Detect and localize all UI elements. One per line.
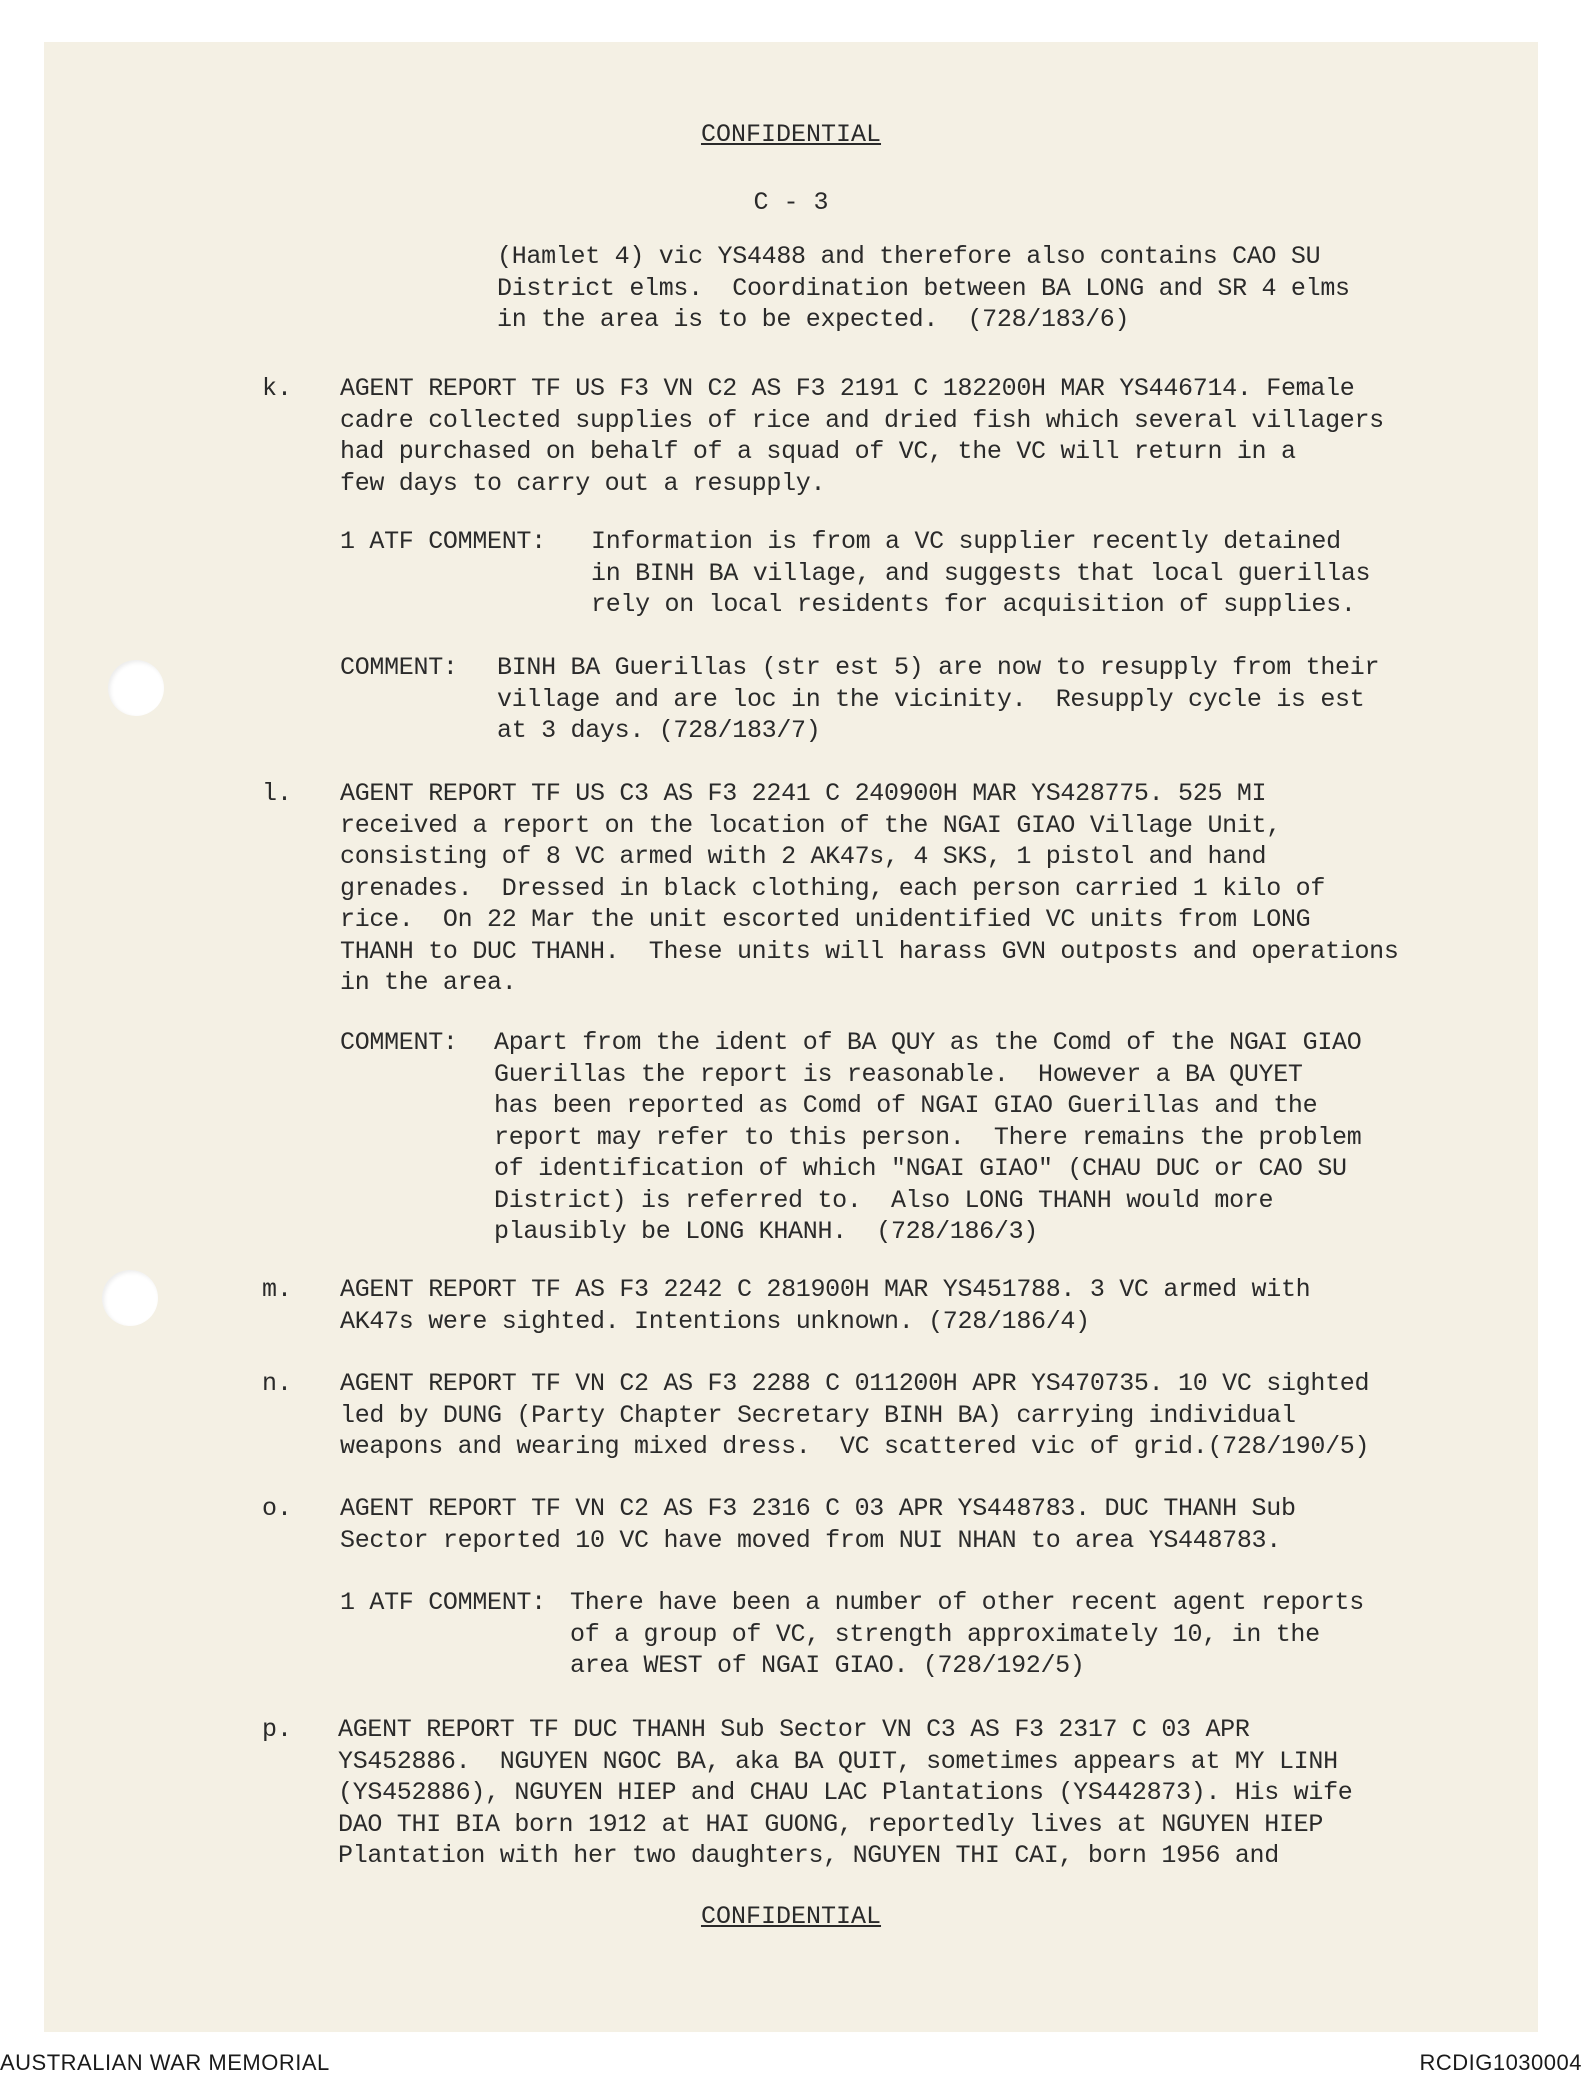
item-k-comment-label: COMMENT: (340, 653, 458, 682)
item-l-report-line: received a report on the location of the NGAI GIAO Village Unit, (340, 810, 1281, 840)
item-l-comment-line: Apart from the ident of BA QUY as the Comd of the NGAI GIAO (494, 1028, 1362, 1057)
footer-classification: CONFIDENTIAL (700, 1902, 882, 1931)
item-k-atf-comment-line: rely on local residents for acquisition of supplies. (591, 590, 1356, 619)
item-k-comment-line: at 3 days. (728/183/7) (497, 716, 821, 745)
item-o-atf-comment-line: There have been a number of other recent agent reports (570, 1588, 1364, 1617)
item-k-report-line: few days to carry out a resupply. (340, 468, 826, 498)
item-l-report-line: in the area. (340, 968, 517, 997)
item-l-comment-line: District) is referred to. Also LONG THANH would more (494, 1185, 1274, 1215)
item-k-comment-line: BINH BA Guerillas (str est 5) are now to resupply from their (497, 653, 1380, 682)
item-p-report-line: (YS452886), NGUYEN HIEP and CHAU LAC Plantations (YS442873). His wife (338, 1778, 1353, 1807)
page-number: C - 3 (753, 188, 829, 217)
continuation-line: District elms. Coordination between BA LONG and SR 4 elms (497, 273, 1350, 303)
item-k-comment-line: village and are loc in the vicinity. Resupply cycle is est (497, 684, 1365, 714)
item-k-atf-comment-line: Information is from a VC supplier recently detained (591, 527, 1341, 556)
item-l-report-line: THANH to DUC THANH. These units will harass GVN outposts and operations (340, 936, 1399, 966)
item-k-report-line: had purchased on behalf of a squad of VC, the VC will return in a (340, 437, 1296, 466)
item-l-report-line: grenades. Dressed in black clothing, each person carried 1 kilo of (340, 873, 1326, 903)
item-n-report-line: weapons and wearing mixed dress. VC scattered vic of grid.(728/190/5) (340, 1432, 1370, 1461)
item-n-report-line: AGENT REPORT TF VN C2 AS F3 2288 C 011200H APR YS470735. 10 VC sighted (340, 1369, 1370, 1398)
item-p-report-line: AGENT REPORT TF DUC THANH Sub Sector VN C3 AS F3 2317 C 03 APR (338, 1715, 1250, 1744)
item-marker-o: o. (262, 1494, 293, 1523)
item-l-report-line: AGENT REPORT TF US C3 AS F3 2241 C 240900H MAR YS428775. 525 MI (340, 779, 1267, 808)
item-marker-m: m. (262, 1275, 293, 1304)
header-classification: CONFIDENTIAL (700, 120, 882, 149)
item-o-report-line: AGENT REPORT TF VN C2 AS F3 2316 C 03 APR YS448783. DUC THANH Sub (340, 1494, 1296, 1523)
item-o-atf-label: 1 ATF COMMENT: (340, 1588, 546, 1617)
item-m-report-line: AGENT REPORT TF AS F3 2242 C 281900H MAR YS451788. 3 VC armed with (340, 1275, 1311, 1304)
item-k-report-line: cadre collected supplies of rice and dried fish which several villagers (340, 405, 1384, 435)
item-l-comment-line: of identification of which "NGAI GIAO" (CHAU DUC or CAO SU (494, 1154, 1347, 1183)
item-k-atf-comment-line: in BINH BA village, and suggests that local guerillas (591, 558, 1371, 588)
item-o-atf-comment-line: area WEST of NGAI GIAO. (728/192/5) (570, 1651, 1085, 1680)
punch-hole-bottom (102, 1270, 158, 1326)
item-marker-l: l. (262, 779, 293, 808)
item-k-report-line: AGENT REPORT TF US F3 VN C2 AS F3 2191 C 182200H MAR YS446714. Female (340, 374, 1355, 403)
item-marker-k: k. (262, 374, 293, 403)
continuation-line: (Hamlet 4) vic YS4488 and therefore also contains CAO SU (497, 242, 1321, 271)
item-n-report-line: led by DUNG (Party Chapter Secretary BINH BA) carrying individual (340, 1400, 1296, 1430)
item-l-report-line: consisting of 8 VC armed with 2 AK47s, 4 SKS, 1 pistol and hand (340, 842, 1267, 871)
item-marker-p: p. (262, 1715, 293, 1744)
item-l-comment-line: Guerillas the report is reasonable. However a BA QUYET (494, 1059, 1303, 1089)
archive-institution: AUSTRALIAN WAR MEMORIAL (0, 2050, 330, 2075)
item-marker-n: n. (262, 1369, 293, 1398)
punch-hole-top (108, 660, 164, 716)
item-l-report-line: rice. On 22 Mar the unit escorted unidentified VC units from LONG (340, 905, 1311, 934)
item-l-comment-line: plausibly be LONG KHANH. (728/186/3) (494, 1217, 1038, 1246)
item-l-comment-line: has been reported as Comd of NGAI GIAO Guerillas and the (494, 1091, 1318, 1120)
item-l-comment-label: COMMENT: (340, 1028, 458, 1057)
item-p-report-line: DAO THI BIA born 1912 at HAI GUONG, reportedly lives at NGUYEN HIEP (338, 1809, 1324, 1839)
continuation-line: in the area is to be expected. (728/183/6) (497, 305, 1130, 334)
archive-record-id: RCDIG1030004 (1419, 2050, 1582, 2075)
item-o-report-line: Sector reported 10 VC have moved from NUI NHAN to area YS448783. (340, 1525, 1281, 1555)
item-p-report-line: Plantation with her two daughters, NGUYEN THI CAI, born 1956 and (338, 1841, 1279, 1870)
item-l-comment-line: report may refer to this person. There remains the problem (494, 1122, 1362, 1152)
item-p-report-line: YS452886. NGUYEN NGOC BA, aka BA QUIT, sometimes appears at MY LINH (338, 1746, 1338, 1776)
item-k-atf-label: 1 ATF COMMENT: (340, 527, 546, 556)
item-m-report-line: AK47s were sighted. Intentions unknown. (728/186/4) (340, 1306, 1090, 1336)
item-o-atf-comment-line: of a group of VC, strength approximately 10, in the (570, 1619, 1320, 1649)
